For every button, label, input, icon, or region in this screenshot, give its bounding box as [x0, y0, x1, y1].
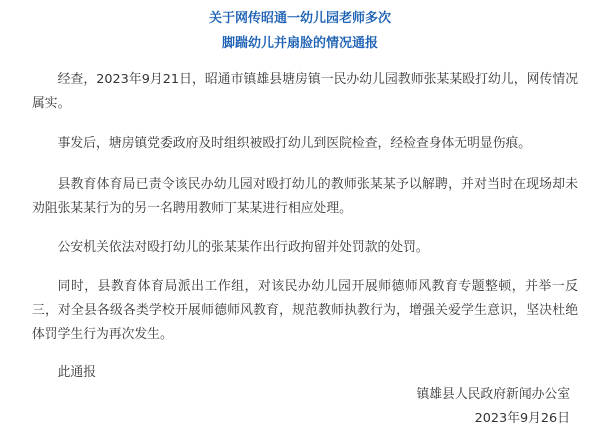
closing-line: 此通报 [57, 365, 96, 380]
paragraph-dismissal: 县教育体育局已责令该民办幼儿园对殴打幼儿的教师张某某予以解聘，并对当时在现场却未劝阻张某某行为的另一名聘用教师丁某某进行相应处理。 [32, 177, 578, 216]
document-title-line-1: 关于网传昭通一幼儿园老师多次 [208, 11, 391, 26]
signature-date: 2023年9月26日 [474, 411, 570, 426]
paragraph-rectification: 同时，县教育体育局派出工作组，对该民办幼儿园开展师德师风教育专题整顿，并举一反三，对全县各级各类学校开展师德师风教育，规范教师执教行为，增强关爱学生意识，坚决杜绝体罚学生行为再次发生。 [32, 279, 578, 342]
paragraph-medical-check: 事发后，塘房镇党委政府及时组织被殴打幼儿到医院检查，经检查身体无明显伤痕。 [57, 136, 532, 151]
document-title-line-2: 脚踹幼儿并扇脸的情况通报 [221, 36, 378, 51]
signature-organization: 镇雄县人民政府新闻办公室 [416, 387, 570, 402]
paragraph-investigation: 经查，2023年9月21日，昭通市镇雄县塘房镇一民办幼儿园教师张某某殴打幼儿，网传情况属实。 [32, 72, 578, 111]
paragraph-police-penalty: 公安机关依法对殴打幼儿的张某某作出行政拘留并处罚款的处罚。 [57, 240, 429, 255]
